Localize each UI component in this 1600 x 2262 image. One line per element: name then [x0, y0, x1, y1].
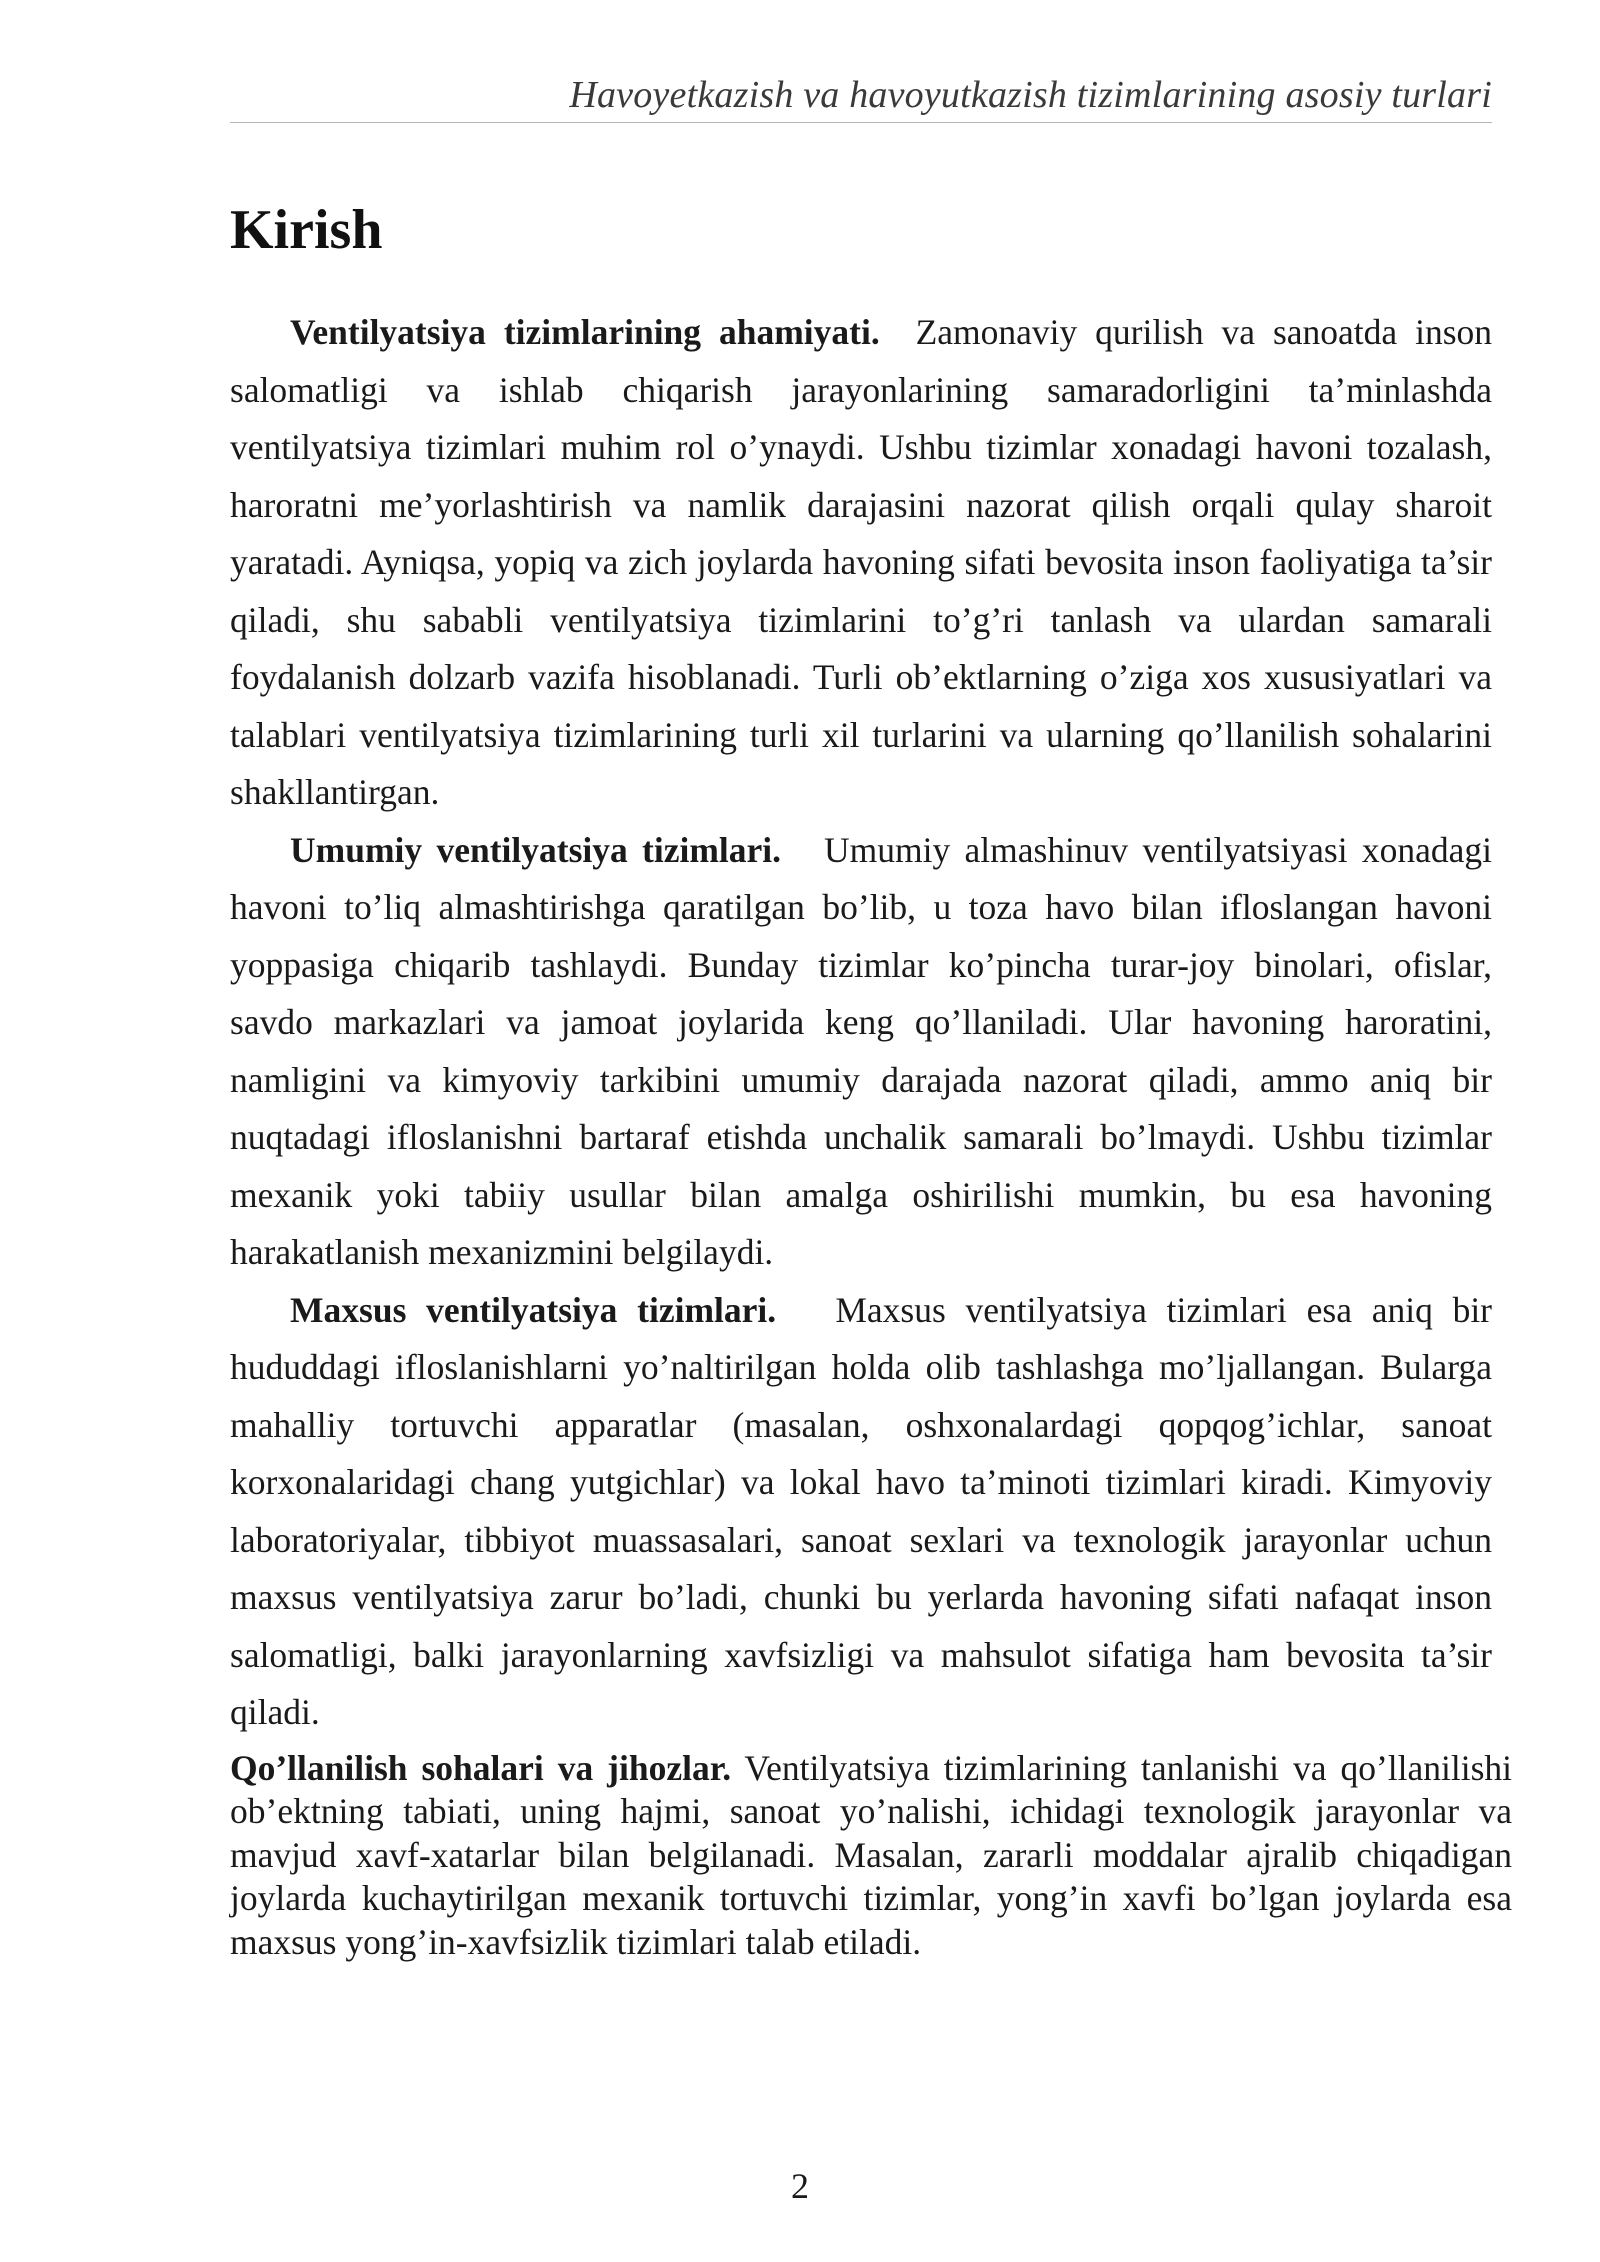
header-divider: [230, 122, 1492, 123]
paragraph-text: Maxsus ventilyatsiya tizimlari esa aniq bir hududdagi ifloslanishlarni yo’naltirilgan holda olib tashlashga mo’ljallangan. Bularga mahalliy tortuvchi apparatlar (masalan, oshxonalardagi qopqog’ichlar, sanoat korxonalaridagi chang yutgichlar) va lokal havo ta’minoti tizimlari kiradi. Kimyoviy laboratoriyalar, tibbiyot muassasalari, sanoat sexlari va texnologik jarayonlar uchun maxsus ventilyatsiya zarur bo’ladi, chunki bu yerlarda havoning sifati nafaqat inson salomatligi, balki jarayonlarning xavfsizligi va mahsulot sifatiga ham bevosita ta’sir qiladi.: [230, 1289, 1493, 1732]
paragraph-special-ventilation: [230, 1282, 1492, 1742]
chapter-title: Kirish: [230, 199, 383, 261]
paragraph-lead: Ventilyatsiya tizimlarining ahamiyati.: [290, 312, 880, 352]
paragraph-lead: Qo’llanilish sohalari va jihozlar.: [230, 1747, 732, 1788]
paragraph-text: Zamonaviy qurilish va sanoatda inson salomatligi va ishlab chiqarish jarayonlarining samaradorligini ta’minlashda ventilyatsiya tizimlari muhim rol o’ynaydi. Ushbu tizimlar xonadagi havoni tozalash, haroratni me’yorlashtirish va namlik darajasini nazorat qilish orqali qulay sharoit yaratadi. Ayniqsa, yopiq va zich joylarda havoning sifati bevosita inson faoliyatiga ta’sir qiladi, shu sababli ventilyatsiya tizimlarini to’g’ri tanlash va ulardan samarali foydalanish dolzarb vazifa hisoblanadi. Turli ob’ektlarning o’ziga xos xususiyatlari va talablari ventilyatsiya tizimlarining turli xil turlarini va ularning qo’llanilish sohalarini shakllantirgan.: [230, 312, 1493, 812]
running-header: Havoyetkazish va havoyutkazish tizimlarining asosiy turlari: [569, 74, 1492, 116]
paragraph-text: Umumiy almashinuv ventilyatsiyasi xonadagi havoni to’liq almashtirishga qaratilgan bo’lib, u toza havo bilan ifloslangan havoni yoppasiga chiqarib tashlaydi. Bunday tizimlar ko’pincha turar-joy binolari, ofislar, savdo markazlari va jamoat joylarida keng qo’llaniladi. Ular havoning haroratini, namligini va kimyoviy tarkibini umumiy darajada nazorat qiladi, ammo aniq bir nuqtadagi ifloslanishni bartaraf etishda unchalik samarali bo’lmaydi. Ushbu tizimlar mexanik yoki tabiiy usullar bilan amalga oshirilishi mumkin, bu esa havoning harakatlanish mexanizmini belgilaydi.: [230, 829, 1493, 1272]
page-number: 2: [791, 2166, 809, 2206]
paragraph-general-ventilation: [230, 822, 1492, 1282]
document-body: [230, 304, 1513, 1964]
paragraph-application-areas: [230, 1747, 1512, 1965]
paragraph-ventilation-importance: [230, 304, 1492, 822]
paragraph-lead: Umumiy ventilyatsiya tizimlari.: [290, 829, 782, 870]
paragraph-text: Ventilyatsiya tizimlarining tanlanishi va qo’llanilishi ob’ektning tabiati, uning hajmi, sanoat yo’nalishi, ichidagi texnologik jarayonlar va mavjud xavf-xatarlar bilan belgilanadi. Masalan, zararli moddalar ajralib chiqadigan joylarda kuchaytirilgan mexanik tortuvchi tizimlar, yong’in xavfi bo’lgan joylarda esa maxsus yong’in-xavfsizlik tizimlari talab etiladi.: [230, 1747, 1513, 1962]
paragraph-lead: Maxsus ventilyatsiya tizimlari.: [290, 1289, 777, 1330]
